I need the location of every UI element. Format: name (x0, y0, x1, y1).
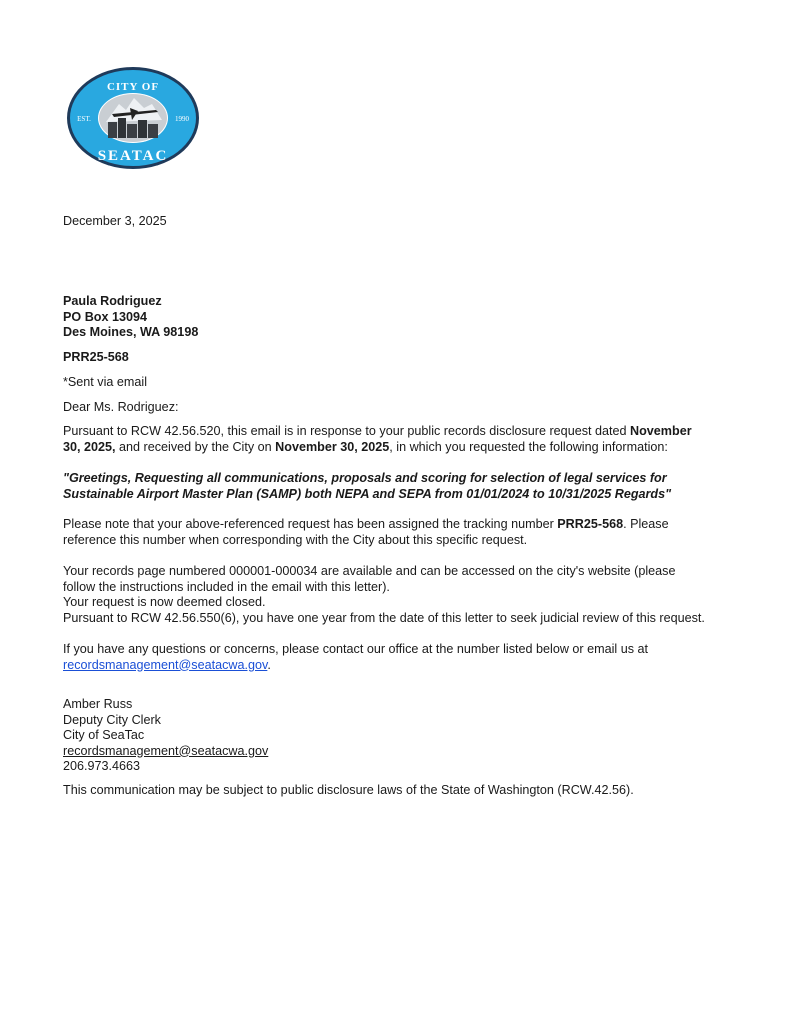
request-quote-line1: "Greetings, Requesting all communications, proposals and scoring for selection of legal services for (63, 471, 667, 485)
contact-line1: If you have any questions or concerns, please contact our office at the number listed below or email us at (63, 642, 649, 656)
records-line1: Your records page numbered 000001-000034 are available and can be accessed on the city's website (please (63, 564, 676, 578)
signer-email-link[interactable]: recordsmanagement@seatacwa.gov (63, 743, 269, 758)
salutation: Dear Ms. Rodriguez: (63, 400, 179, 414)
recipient-address-line1: PO Box 13094 (63, 309, 148, 324)
reference-number: PRR25-568 (63, 350, 129, 364)
recipient-address (63, 294, 198, 341)
recipient-name: Paula Rodriguez (63, 294, 162, 308)
records-line4: Pursuant to RCW 42.56.550(6), you have one year from the date of this letter to seek judicial review of this request. (63, 610, 705, 625)
recipient-address-line2: Des Moines, WA 98198 (63, 325, 199, 339)
tracking-paragraph (63, 517, 669, 548)
tracking-text-3: reference this number when corresponding with the City about this specific request. (63, 532, 528, 547)
records-line2: follow the instructions included in the email with this letter). (63, 579, 390, 594)
disclosure-footer-note: This communication may be subject to public disclosure laws of the State of Washington (RCW.42.56). (63, 783, 634, 797)
signature-block (63, 697, 268, 775)
signer-name: Amber Russ (63, 697, 133, 711)
records-paragraph (63, 564, 705, 626)
request-date-part1: November (630, 424, 692, 438)
tracking-text-2: . Please (623, 517, 669, 531)
letter-date: December 3, 2025 (63, 214, 167, 228)
intro-text-1: Pursuant to RCW 42.56.520, this email is in response to your public records disclosure request dated (63, 424, 631, 438)
intro-text-2: and received by the City on (115, 439, 276, 454)
intro-paragraph (63, 424, 692, 455)
intro-text-3: , in which you requested the following information: (389, 439, 668, 454)
signer-title: Deputy City Clerk (63, 712, 161, 727)
request-quote-line2: Sustainable Airport Master Plan (SAMP) both NEPA and SEPA from 01/01/2024 to 10/31/2025 Regards" (63, 486, 672, 501)
contact-email-link[interactable]: recordsmanagement@seatacwa.gov (63, 657, 268, 672)
city-of-seatac-logo (64, 64, 202, 172)
tracking-number: PRR25-568 (557, 517, 624, 531)
signer-phone: 206.973.4663 (63, 759, 141, 773)
signer-org: City of SeaTac (63, 728, 145, 742)
request-quote (63, 471, 671, 502)
logo-right-text: 1990 (175, 115, 189, 123)
delivery-note: *Sent via email (63, 375, 147, 389)
contact-paragraph (63, 642, 648, 673)
logo-left-text: EST. (77, 115, 91, 123)
tracking-text-1: Please note that your above-referenced request has been assigned the tracking number (63, 517, 558, 531)
request-date-part2: 30, 2025, (63, 439, 116, 454)
received-date: November 30, 2025 (275, 439, 390, 454)
logo-bottom-text: SEATAC (97, 148, 169, 164)
logo-top-text: CITY OF (106, 81, 160, 93)
contact-period: . (267, 657, 271, 672)
records-line3: Your request is now deemed closed. (63, 595, 266, 609)
